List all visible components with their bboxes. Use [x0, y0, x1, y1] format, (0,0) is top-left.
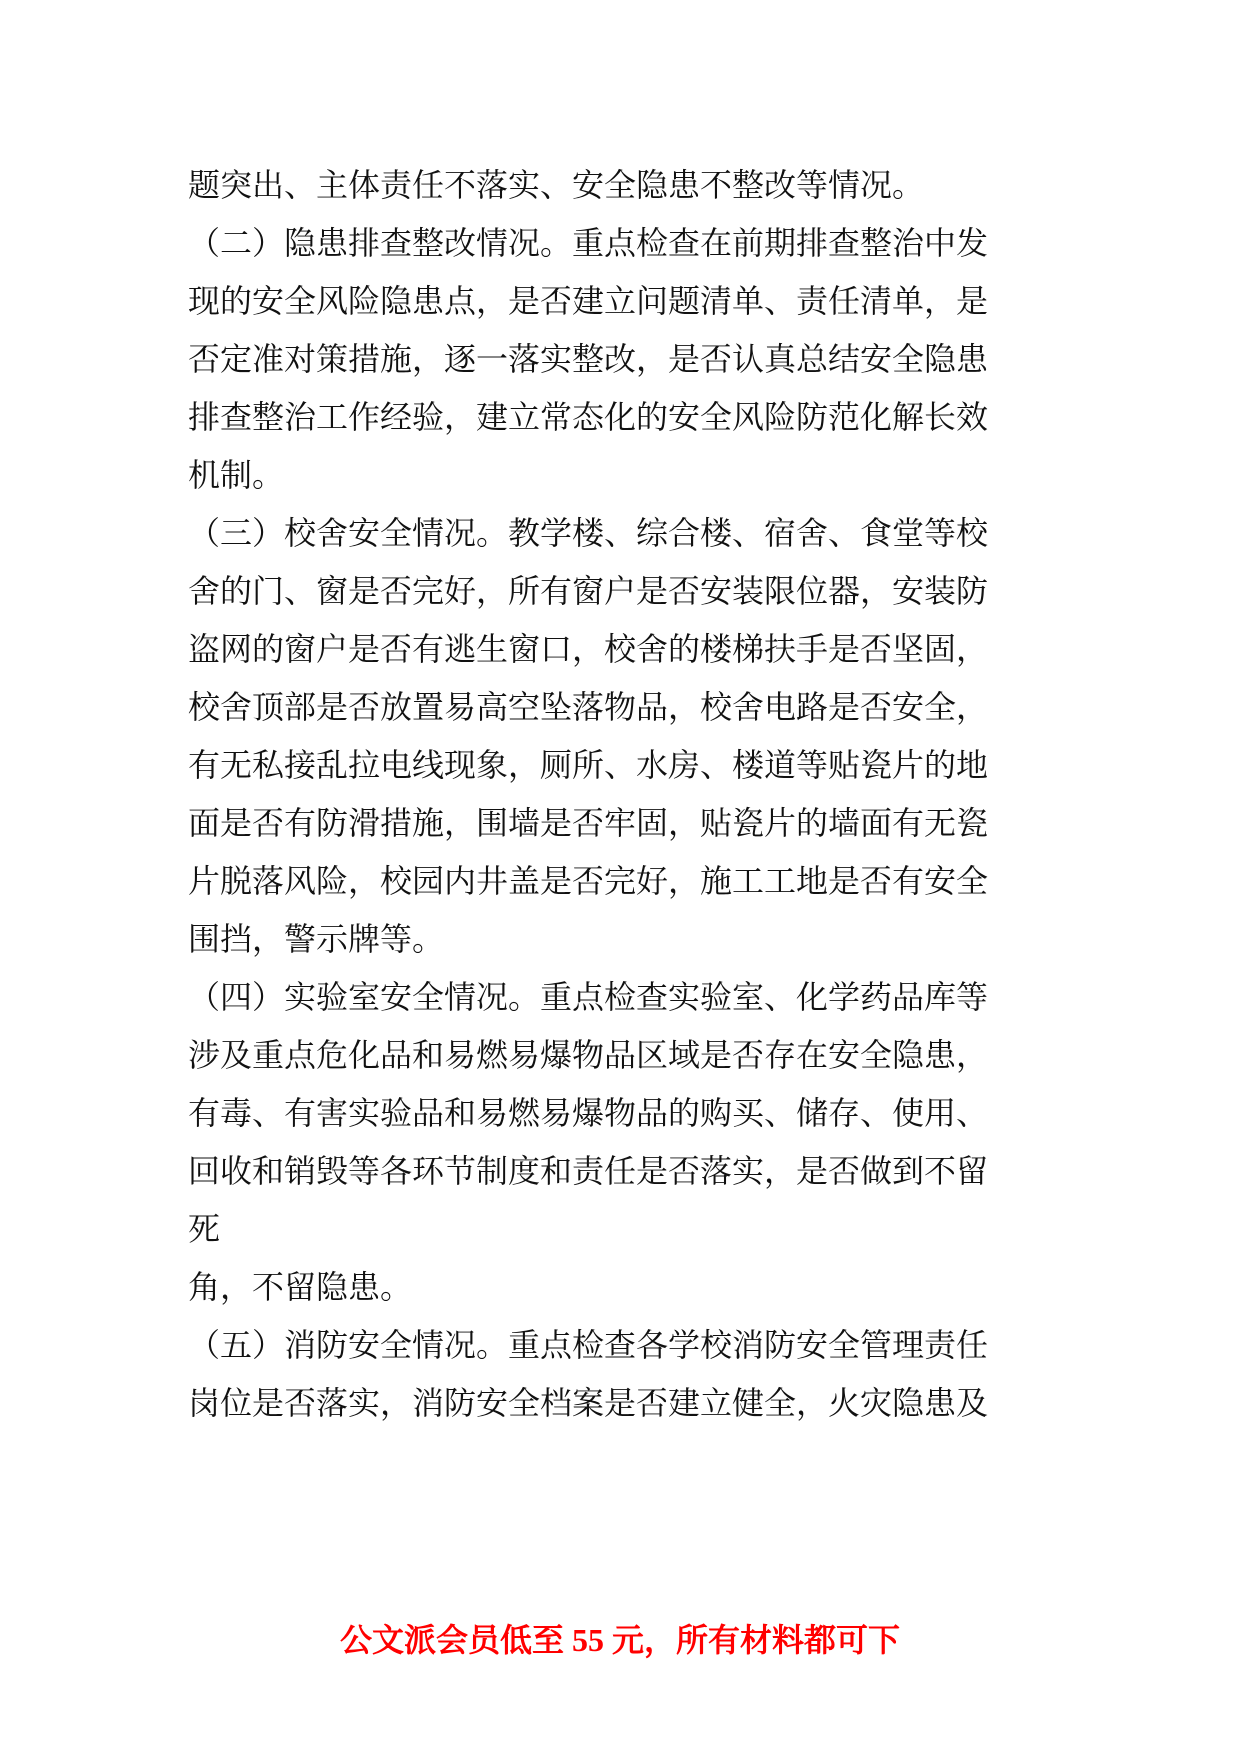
text-line: 死 — [188, 1210, 221, 1248]
text-line: 舍的门、窗是否完好，所有窗户是否安装限位器，安装防 — [188, 572, 989, 610]
text-line: 否定准对策措施，逐一落实整改，是否认真总结安全隐患 — [188, 340, 989, 378]
text-line: 围挡，警示牌等。 — [188, 920, 445, 958]
text-line: 片脱落风险，校园内井盖是否完好，施工工地是否有安全 — [188, 862, 989, 900]
text-line: 角，不留隐患。 — [188, 1268, 413, 1306]
text-line: （三）校舍安全情况。教学楼、综合楼、宿舍、食堂等校 — [188, 514, 989, 552]
text-line: 题突出、主体责任不落实、安全隐患不整改等情况。 — [188, 166, 925, 204]
text-line: 有毒、有害实验品和易燃易爆物品的购买、储存、使用、 — [188, 1094, 989, 1132]
text-line: 回收和销毁等各环节制度和责任是否落实，是否做到不留 — [188, 1152, 989, 1190]
text-line: 盗网的窗户是否有逃生窗口，校舍的楼梯扶手是否坚固， — [188, 630, 989, 668]
promo-banner-text: 公文派会员低至 55 元，所有材料都可下 — [339, 1622, 900, 1658]
text-line: 机制。 — [188, 456, 285, 494]
text-line: （二）隐患排查整改情况。重点检查在前期排查整治中发 — [188, 224, 989, 262]
text-line: 校舍顶部是否放置易高空坠落物品，校舍电路是否安全， — [188, 688, 989, 726]
text-line: （五）消防安全情况。重点检查各学校消防安全管理责任 — [188, 1326, 989, 1364]
text-line: 面是否有防滑措施，围墙是否牢固，贴瓷片的墙面有无瓷 — [188, 804, 989, 842]
text-line: 岗位是否落实，消防安全档案是否建立健全，火灾隐患及 — [188, 1384, 989, 1422]
text-line: 现的安全风险隐患点，是否建立问题清单、责任清单，是 — [188, 282, 989, 320]
text-line: 有无私接乱拉电线现象，厕所、水房、楼道等贴瓷片的地 — [188, 746, 989, 784]
text-line: 涉及重点危化品和易燃易爆物品区域是否存在安全隐患， — [188, 1036, 989, 1074]
text-line: （四）实验室安全情况。重点检查实验室、化学药品库等 — [188, 978, 989, 1016]
text-line: 排查整治工作经验，建立常态化的安全风险防范化解长效 — [188, 398, 989, 436]
